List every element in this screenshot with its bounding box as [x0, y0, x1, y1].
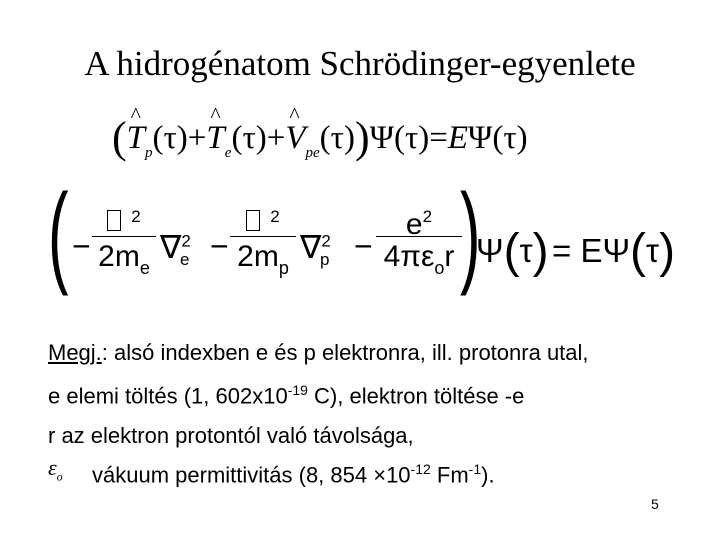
potential-operator: ^ V: [285, 120, 305, 157]
note-label: Megj.: [48, 340, 102, 365]
note-line-4: vákuum permittivitás (8, $854 \times 10^{-12}$ $Fm^{-1}$).: [92, 461, 495, 488]
hbar-placeholder-icon: [246, 210, 260, 231]
equals-sign: =: [429, 120, 448, 156]
note-line-1: Megj.: alsó indexben e és p elektronra, ill. protonra utal,: [48, 340, 589, 365]
fraction-proton-kinetic: $^2$ $2m_p$: [230, 198, 296, 277]
open-paren: (: [112, 113, 127, 162]
psi-symbol: Ψ: [369, 120, 394, 156]
epsilon-symbol: $\varepsilon_o$: [48, 455, 63, 484]
psi-tau-rhs: = EΨ(τ): [552, 225, 676, 278]
note-line-2: e elemi töltés (1, $602x10^{-19}$ C), elektron töltése -e: [48, 382, 525, 409]
nabla-e: ∇$^2$ e: [160, 229, 191, 269]
minus-sign: −: [72, 228, 91, 264]
schrodinger-equation-explicit-form: [48, 171, 678, 302]
slide-title: A hidrogénatom Schrödinger-egyenlete: [84, 44, 636, 83]
hbar-placeholder-icon: [107, 210, 121, 231]
energy-symbol: E: [447, 120, 469, 156]
kinetic-operator-electron: ^ T: [206, 120, 224, 157]
minus-sign: −: [354, 228, 373, 264]
large-open-paren: (: [48, 171, 69, 296]
fraction-electron-kinetic: $^2$ $2m_e$: [92, 198, 156, 277]
tau-arg: (τ): [152, 120, 188, 156]
large-close-paren: ): [460, 171, 481, 296]
psi-tau-lhs: Ψ(τ): [476, 225, 549, 278]
nabla-p: ∇$^2$ p: [300, 229, 331, 269]
fraction-coulomb-potential: $e^2$ $4\pi\varepsilon_or$: [376, 198, 462, 277]
close-paren: ): [354, 113, 370, 162]
minus-sign: −: [210, 228, 229, 264]
page-number: 5: [651, 496, 659, 512]
note-line-3: r az elektron protontól való távolsága,: [48, 423, 414, 448]
kinetic-operator-proton: ^ T: [127, 120, 145, 157]
schrodinger-equation-operator-form: (^ $T_p(\tau)+\^{}$ $T_e(\tau)+\^{}$ $V_{pe}(\tau))\Psi(\tau)=E\Psi(\tau)$: [112, 112, 528, 172]
